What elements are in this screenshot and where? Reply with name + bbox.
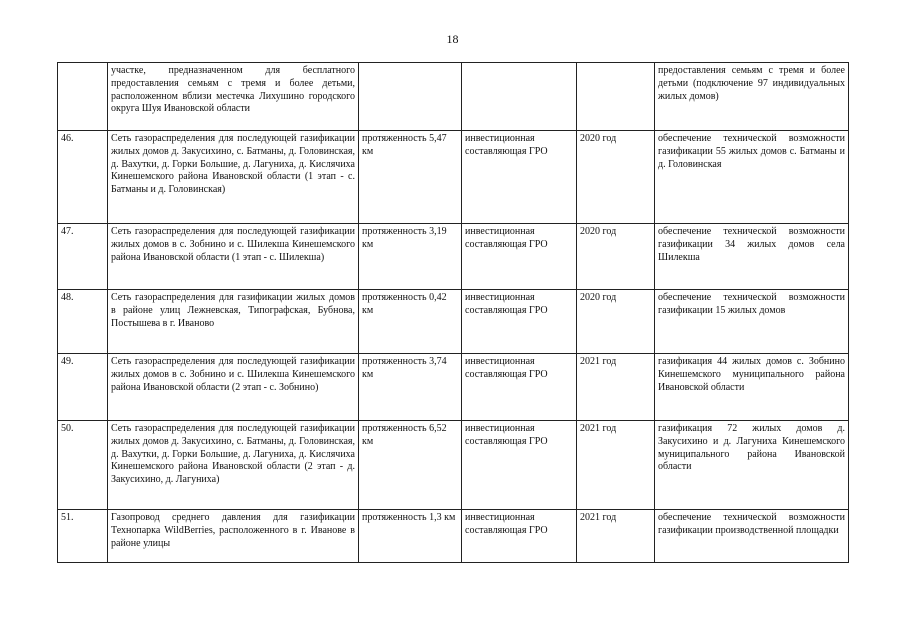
object-length: протяженность 3,19 км xyxy=(359,224,462,290)
expected-result: обеспечение технической возможности газификации 55 жилых домов с. Батманы и д. Головинская xyxy=(655,131,849,224)
row-number: 46. xyxy=(58,131,108,224)
object-name: Сеть газораспределения для последующей газификации жилых домов д. Закусихино, с. Батманы, д. Головинская, д. Вахутки, д. Горки Большие, д. Лагуниха, д. Кислячиха Кинешемского района Ивановской области (1 этап - с. Батманы и д. Головинская) xyxy=(108,131,359,224)
object-length: протяженность 6,52 км xyxy=(359,421,462,510)
completion-year: 2020 год xyxy=(577,131,655,224)
expected-result: обеспечение технической возможности газификации производственной площадки xyxy=(655,510,849,563)
object-name: Сеть газораспределения для последующей газификации жилых домов в с. Зобнино и с. Шилекша Кинешемского района Ивановской области (2 этап - с. Зобнино) xyxy=(108,354,359,421)
object-name: Сеть газораспределения для газификации жилых домов в районе улиц Лежневская, Типографская, Бубнова, Постышева в г. Иваново xyxy=(108,290,359,354)
funding-source: инвестиционная составляющая ГРО xyxy=(462,510,577,563)
table-row xyxy=(58,421,849,510)
object-length: протяженность 0,42 км xyxy=(359,290,462,354)
funding-source: инвестиционная составляющая ГРО xyxy=(462,131,577,224)
row-number: 49. xyxy=(58,354,108,421)
completion-year xyxy=(577,63,655,131)
completion-year: 2020 год xyxy=(577,290,655,354)
funding-source xyxy=(462,63,577,131)
funding-source: инвестиционная составляющая ГРО xyxy=(462,354,577,421)
object-length xyxy=(359,63,462,131)
completion-year: 2020 год xyxy=(577,224,655,290)
expected-result: газификация 72 жилых домов д. Закусихино и д. Лагуниха Кинешемского муниципального района Ивановской области xyxy=(655,421,849,510)
funding-source: инвестиционная составляющая ГРО xyxy=(462,224,577,290)
expected-result: газификация 44 жилых домов с. Зобнино Кинешемского муниципального района Ивановской области xyxy=(655,354,849,421)
table-row xyxy=(58,290,849,354)
table-row xyxy=(58,224,849,290)
table-row xyxy=(58,510,849,563)
table-row xyxy=(58,63,849,131)
object-name: Сеть газораспределения для последующей газификации жилых домов в с. Зобнино и с. Шилекша Кинешемского района Ивановской области (1 этап - с. Шилекша) xyxy=(108,224,359,290)
object-name: Сеть газораспределения для последующей газификации жилых домов д. Закусихино, с. Батманы, д. Головинская, д. Вахутки, д. Горки Большие, д. Лагуниха, д. Кислячиха Кинешемского района Ивановской области (2 этап - д. Закусихино, д. Лагуниха) xyxy=(108,421,359,510)
row-number xyxy=(58,63,108,131)
completion-year: 2021 год xyxy=(577,421,655,510)
funding-source: инвестиционная составляющая ГРО xyxy=(462,421,577,510)
object-length: протяженность 1,3 км xyxy=(359,510,462,563)
object-length: протяженность 3,74 км xyxy=(359,354,462,421)
object-name: Газопровод среднего давления для газификации Технопарка WildBerries, расположенного в г. Иванове в районе улицы xyxy=(108,510,359,563)
object-name: участке, предназначенном для бесплатного предоставления семьям с тремя и более детьми, расположенном вблизи местечка Лихушино городского округа Шуя Ивановской области xyxy=(108,63,359,131)
row-number: 48. xyxy=(58,290,108,354)
expected-result: обеспечение технической возможности газификации 15 жилых домов xyxy=(655,290,849,354)
table-row xyxy=(58,354,849,421)
row-number: 50. xyxy=(58,421,108,510)
expected-result: предоставления семьям с тремя и более детьми (подключение 97 индивидуальных жилых домов) xyxy=(655,63,849,131)
row-number: 51. xyxy=(58,510,108,563)
page-number: 18 xyxy=(446,32,459,46)
completion-year: 2021 год xyxy=(577,510,655,563)
expected-result: обеспечение технической возможности газификации 34 жилых домов села Шилекша xyxy=(655,224,849,290)
object-length: протяженность 5,47 км xyxy=(359,131,462,224)
objects-table xyxy=(57,62,849,563)
table-row xyxy=(58,131,849,224)
funding-source: инвестиционная составляющая ГРО xyxy=(462,290,577,354)
completion-year: 2021 год xyxy=(577,354,655,421)
row-number: 47. xyxy=(58,224,108,290)
